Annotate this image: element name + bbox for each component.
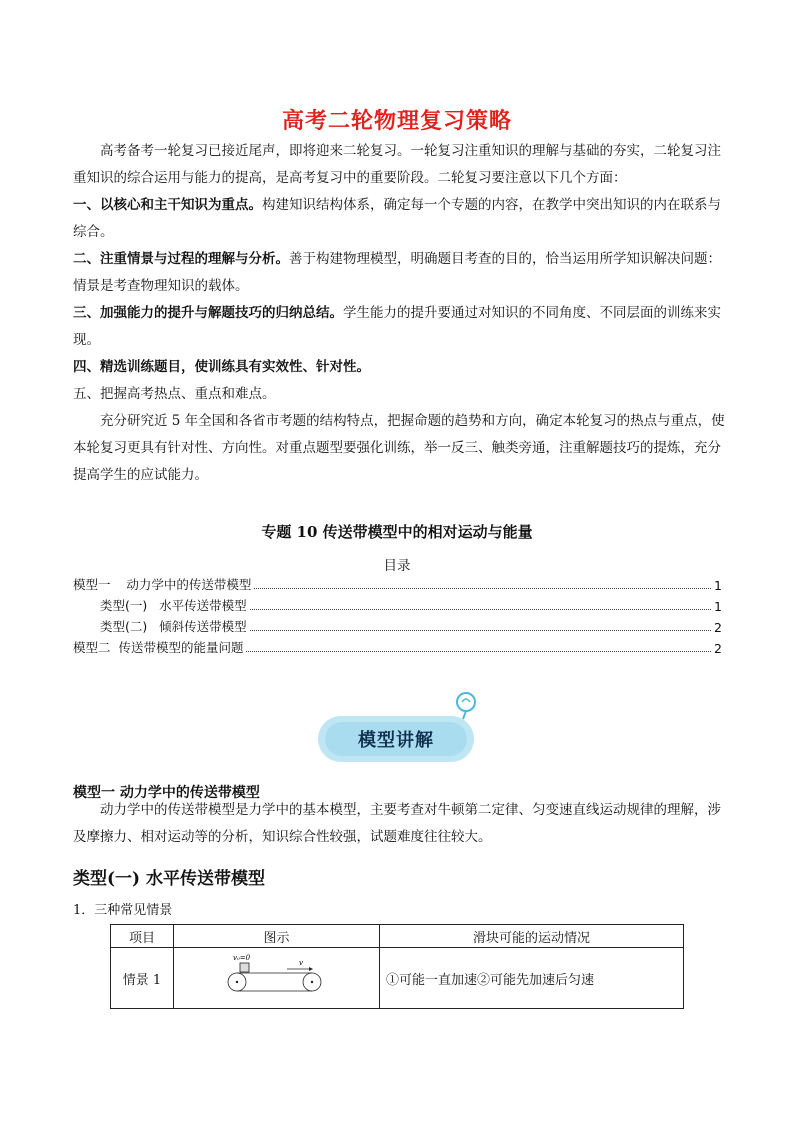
point-4	[73, 354, 729, 381]
velocity-arrowhead	[309, 967, 313, 971]
type1-title: 类型(一) 水平传送带模型	[73, 869, 266, 889]
section1-paragraph: 动力学中的传送带模型是力学中的基本模型，主要考查对牛顿第二定律、匀变速直线运动规律的理解，涉及摩擦力、相对运动等的分析，知识综合性较强，试题难度往往较大。	[73, 802, 721, 845]
toc-entry-label: 模型一 动力学中的传送带模型	[73, 577, 252, 592]
scenario-1-motion: ①可能一直加速②可能先加速后匀速	[380, 948, 684, 1009]
topic-title: 专题 10 传送带模型中的相对运动与能量	[261, 523, 533, 541]
toc-heading: 目录	[383, 558, 411, 574]
point-5-text: 五、把握高考热点、重点和难点。	[73, 386, 276, 402]
toc-entry-page: 2	[714, 620, 722, 635]
conclusion-paragraph: 充分研究近 5 年全国和各省市考题的结构特点，把握命题的趋势和方向，确定本轮复习的热点与重点，使本轮复习更具有针对性、方向性。对重点题型要强化训练，举一反三、触类旁通，注重解题技巧的提炼，充分提高学生的应试能力。	[73, 413, 725, 483]
toc-entry[interactable]	[73, 636, 722, 656]
point-2-text: 善于构建物理模型，明确题目考查的目的，恰当运用所学知识解决问题：情景是考查物理知识的载体。	[73, 251, 721, 294]
intro-paragraph: 高考备考一轮复习已接近尾声，即将迎来二轮复习。一轮复习注重知识的理解与基础的夯实，二轮复习注重知识的综合运用与能力的提高，是高考复习中的重要阶段。二轮复习要注意以下几个方面：	[73, 143, 721, 186]
table-row	[111, 948, 684, 1009]
section1-title: 模型一 动力学中的传送带模型	[73, 785, 260, 801]
point-3	[73, 300, 729, 354]
table-header-motion: 滑块可能的运动情况	[380, 925, 684, 948]
scenario-table	[110, 924, 684, 1009]
toc-entry[interactable]	[100, 615, 722, 635]
point-3-text: 学生能力的提升要通过对知识的不同角度、不同层面的训练来实现。	[73, 305, 721, 348]
conveyor-diagram-cell	[174, 948, 380, 1009]
model-explanation-banner	[318, 716, 474, 762]
table-header-item: 项目	[111, 925, 174, 948]
conveyor-belt-diagram	[227, 953, 327, 999]
toc-leader-dots	[250, 629, 711, 631]
toc-leader-dots	[250, 608, 711, 610]
slider-block	[240, 963, 249, 972]
point-2	[73, 246, 729, 300]
toc-leader-dots	[246, 650, 711, 652]
toc-entry-label: 模型二 传送带模型的能量问题	[73, 640, 244, 655]
toc-entry-page: 2	[714, 641, 722, 656]
point-2-bold: 二、注重情景与过程的理解与分析。	[73, 251, 289, 267]
point-4-bold: 四、精选训练题目，使训练具有实效性、针对性。	[73, 359, 370, 375]
toc-entry[interactable]	[73, 573, 722, 593]
left-pulley-axle	[235, 981, 237, 983]
toc-entry-label: 类型(一) 水平传送带模型	[100, 598, 247, 613]
v0-label: v₀=0	[232, 954, 250, 962]
right-pulley-axle	[310, 981, 312, 983]
point-1-bold: 一、以核心和主干知识为重点。	[73, 197, 262, 213]
point-3-bold: 三、加强能力的提升与解题技巧的归纳总结。	[73, 305, 343, 321]
toc-entry[interactable]	[100, 594, 722, 614]
table-header-diagram: 图示	[174, 925, 380, 948]
toc-entry-label: 类型(二) 倾斜传送带模型	[100, 619, 247, 634]
toc-entry-page: 1	[714, 599, 722, 614]
list-item-1: 1．三种常见情景	[73, 903, 173, 918]
toc-leader-dots	[254, 587, 711, 589]
banner-label: 模型讲解	[325, 722, 467, 756]
v-label: v	[298, 959, 303, 967]
point-1	[73, 192, 729, 246]
point-1-text: 构建知识结构体系，确定每一个专题的内容，在教学中突出知识的内在联系与综合。	[73, 197, 721, 240]
toc-entry-page: 1	[714, 578, 722, 593]
point-5	[73, 381, 729, 408]
scenario-1-label: 情景 1	[111, 948, 174, 1009]
lightbulb-icon	[452, 688, 482, 722]
main-title: 高考二轮物理复习策略	[281, 109, 512, 134]
